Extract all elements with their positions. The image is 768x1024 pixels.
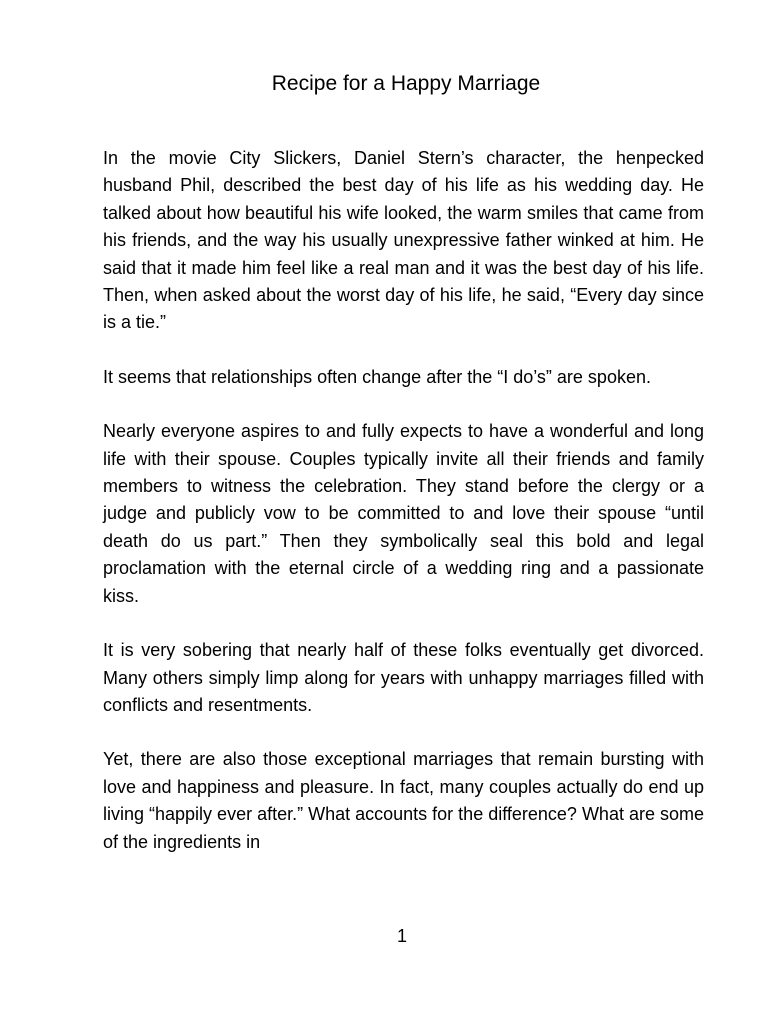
paragraph-2: It seems that relationships often change after the “I do’s” are spoken. [103,366,651,387]
paragraph-3: Nearly everyone aspires to and fully expects to have a wonderful and long life with their spouse. Couples typically invite all their friends and family members to witness the celebration. They stand before the clergy or a judge and publicly vow to be committed to and love their spouse “until death do us part.” Then they symbolically seal this bold and legal proclamation with the eternal circle of a wedding ring and a passionate kiss. [103,421,704,606]
paragraph-4: It is very sobering that nearly half of these folks eventually get divorced. Many others simply limp along for years with unhappy marriages filled with conflicts and resentments. [103,640,704,715]
page-number: 1 [396,926,407,946]
paragraph-1: In the movie City Slickers, Daniel Stern’s character, the henpecked husband Phil, described the best day of his life as his wedding day. He talked about how beautiful his wife looked, the warm smiles that came from his friends, and the way his usually unexpressive father winked at him. He said that it made him feel like a real man and it was the best day of his life. Then, when asked about the worst day of his life, he said, “Every day since is a tie.” [103,148,704,333]
paragraph-5: Yet, there are also those exceptional marriages that remain bursting with love and happiness and pleasure. In fact, many couples actually do end up living “happily ever after.” What accounts for the difference? What are some of the ingredients in [103,749,704,852]
document-body [103,145,704,883]
document-title: Recipe for a Happy Marriage [271,72,541,95]
